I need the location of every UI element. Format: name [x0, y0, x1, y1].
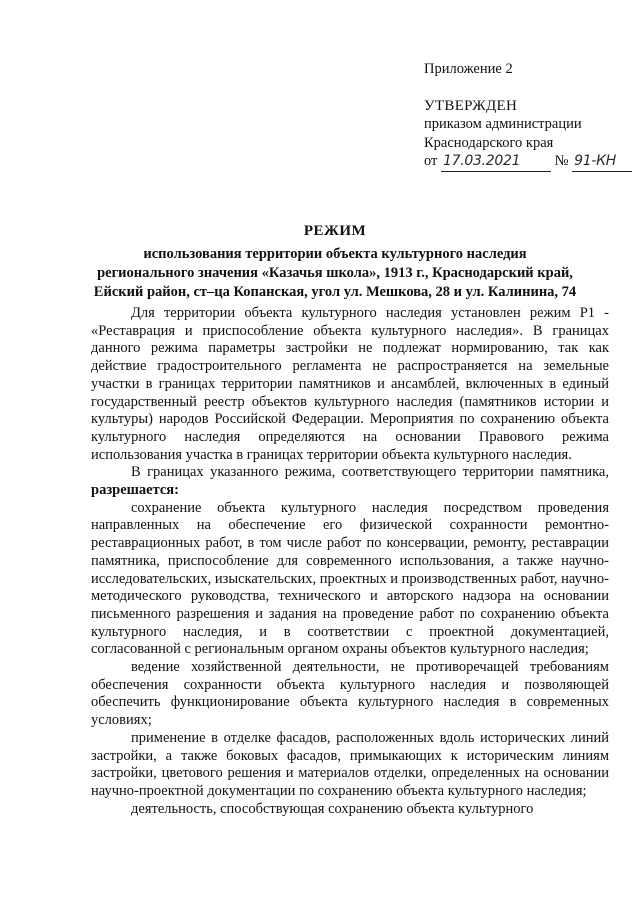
approval-line-2: Краснодарского края — [424, 134, 554, 151]
approved-label: УТВЕРЖДЕН — [424, 97, 518, 114]
appendix-label: Приложение 2 — [424, 61, 513, 77]
title-line-3: Ейский район, ст–ца Копанская, угол ул. Мешкова, 28 и ул. Калинина, 74 — [93, 284, 577, 300]
paragraph-1: Для территории объекта культурного наследия установлен режим Р1 - «Реставрация и приспособление объекта культурного наследия». В границах данного режима параметры застройки не подлежат нормированию, так как действие градостроительного регламента не распространяется на земельные участки в границах территории памятников и ансамблей, включенных в единый государственный реестр объектов культурного наследия (памятников истории и культуры) народов Российской Федерации. Мероприятия по сохранению объекта культурного наследия определяются на основании Правового режима использования участка в границах территории объекта культурного наследия. — [91, 305, 609, 463]
approval-line-1: приказом администрации — [424, 116, 582, 132]
title-line-2: регионального значения «Казачья школа», 1913 г., Краснодарский край, — [97, 265, 573, 281]
approval-date-line — [424, 152, 624, 172]
handwritten-number: 91-КН — [572, 152, 632, 172]
document-title-block — [60, 222, 610, 302]
date-prefix: от — [424, 153, 438, 169]
paragraph-3: сохранение объекта культурного наследия посредством проведения направленных на обеспечение его физической сохранности ремонтно-реставрационных работ, в том числе работ по консервации, ремонту, реставрации памятника, приспособление для современного использования, а также научно-исследовательских, изыскательских, проектных и производственных работ, научно-методического руководства, технического и авторского надзора на основании письменного разрешения и задания на проведение работ по сохранению объекта культурного наследия, и в соответствии с проектной документацией, согласованной с региональным органом охраны объектов культурного наследия; — [91, 499, 609, 658]
approval-block — [424, 60, 624, 172]
paragraph-2-bold: разрешается: — [91, 482, 179, 499]
paragraph-4: ведение хозяйственной деятельности, не противоречащей требованиям обеспечения сохранности объекта культурного наследия и позволяющей обеспечить функционирование объекта культурного наследия в современных условиях; — [91, 659, 609, 729]
title-line-1: использования территории объекта культурного наследия — [143, 246, 527, 262]
paragraph-2 — [91, 464, 609, 499]
handwritten-date: 17.03.2021 — [441, 152, 551, 172]
paragraph-2-text: В границах указанного режима, соответствующего территории памятника, — [131, 464, 609, 481]
number-prefix: № — [554, 153, 569, 169]
document-body — [91, 305, 609, 818]
document-title: РЕЖИМ — [303, 223, 367, 239]
paragraph-6: деятельность, способствующая сохранению объекта культурного — [131, 800, 534, 817]
paragraph-5: применение в отделке фасадов, расположенных вдоль исторических линий застройки, а также боковых фасадов, примыкающих к историческим линиям застройки, цветового решения и материалов отделки, определенных на основании научно-проектной документации по сохранению объекта культурного наследия; — [91, 729, 609, 799]
